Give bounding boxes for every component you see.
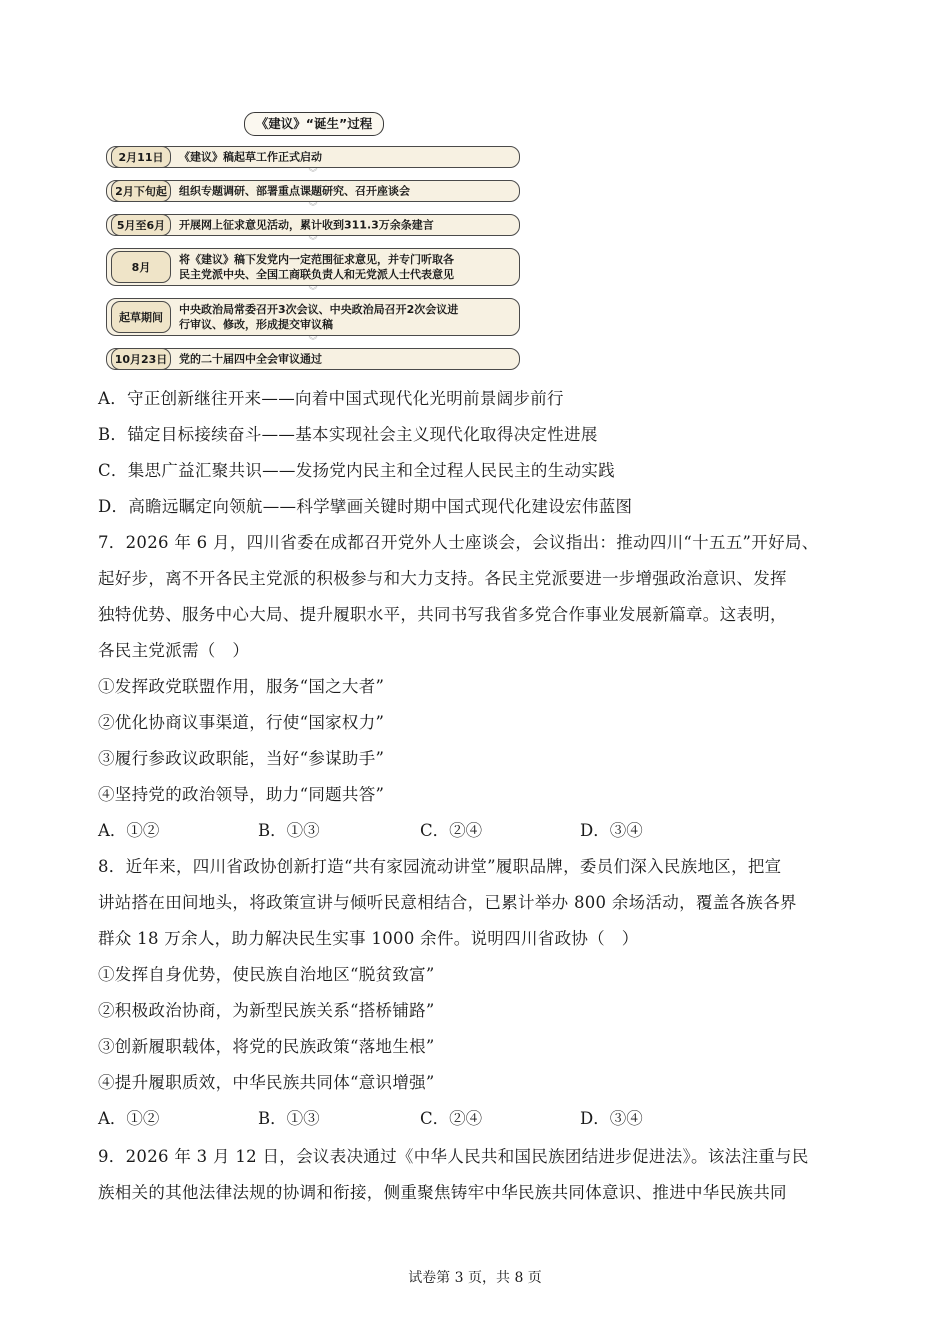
chevron-down-icon: ︾ bbox=[308, 287, 318, 297]
q7-stem-line: 独特优势、服务中心大局、提升履职水平，共同书写我省多党合作事业发展新篇章。这表明， bbox=[98, 605, 787, 624]
q7-stem-line: 起好步，离不开各民主党派的积极参与和大力支持。各民主党派要进一步增强政治意识、发挥 bbox=[98, 569, 787, 588]
chevron-down-icon: ︾ bbox=[308, 169, 318, 179]
q8-stem-line: 群众 18 万余人，助力解决民生实事 1000 余件。说明四川省政协（ ） bbox=[98, 929, 639, 948]
step-text: 《建议》稿起草工作正式启动 bbox=[179, 150, 322, 164]
q6-option-d: D．高瞻远瞩定向领航——科学擘画关键时期中国式现代化建设宏伟蓝图 bbox=[98, 497, 633, 516]
q8-choice-c: C．②④ bbox=[420, 1109, 483, 1128]
q8-choice-b: B．①③ bbox=[258, 1109, 320, 1128]
q6-option-a: A．守正创新继往开来——向着中国式现代化光明前景阔步前行 bbox=[98, 389, 564, 408]
process-step bbox=[106, 298, 520, 336]
q8-item: ③创新履职载体，将党的民族政策“落地生根” bbox=[98, 1037, 435, 1056]
q7-choice-d: D．③④ bbox=[580, 821, 643, 840]
q7-item: ③履行参政议政职能，当好“参谋助手” bbox=[98, 749, 385, 768]
q7-item: ②优化协商议事渠道，行使“国家权力” bbox=[98, 713, 385, 732]
q9-stem-line: 9．2026 年 3 月 12 日，会议表决通过《中华人民共和国民族团结进步促进法》。该法注重与民 bbox=[98, 1147, 809, 1166]
q7-stem-line: 各民主党派需（ ） bbox=[98, 641, 250, 660]
q8-choice-d: D．③④ bbox=[580, 1109, 643, 1128]
process-step bbox=[106, 214, 520, 236]
q9-stem-line: 族相关的其他法律法规的协调和衔接，侧重聚焦铸牢中华民族共同体意识、推进中华民族共同 bbox=[98, 1183, 787, 1202]
step-text: 党的二十届四中全会审议通过 bbox=[179, 352, 322, 366]
process-step bbox=[106, 146, 520, 168]
step-date: 2月下旬起 bbox=[111, 180, 171, 202]
page-footer: 试卷第 3 页，共 8 页 bbox=[408, 1270, 542, 1286]
q7-choice-a: A．①② bbox=[98, 821, 160, 840]
chevron-down-icon: ︾ bbox=[308, 337, 318, 347]
diagram-title: 《建议》“诞生”过程 bbox=[244, 112, 384, 136]
step-date: 8月 bbox=[111, 251, 171, 283]
step-date: 2月11日 bbox=[111, 146, 171, 168]
process-step bbox=[106, 180, 520, 202]
step-date: 5月至6月 bbox=[111, 214, 171, 236]
chevron-down-icon: ︾ bbox=[308, 237, 318, 247]
process-step bbox=[106, 348, 520, 370]
step-date: 起草期间 bbox=[111, 301, 171, 333]
step-text: 中央政治局常委召开3次会议、中央政治局召开2次会议进 行审议、修改，形成提交审议稿 bbox=[179, 303, 459, 331]
step-text: 将《建议》稿下发党内一定范围征求意见，并专门听取各 民主党派中央、全国工商联负责人和无党派人士代表意见 bbox=[179, 253, 454, 281]
q8-choice-a: A．①② bbox=[98, 1109, 160, 1128]
q7-stem-line: 7．2026 年 6 月，四川省委在成都召开党外人士座谈会，会议指出：推动四川“十五五”开好局、 bbox=[98, 533, 819, 552]
q8-stem-line: 8．近年来，四川省政协创新打造“共有家园流动讲堂”履职品牌，委员们深入民族地区，把宣 bbox=[98, 857, 782, 876]
q6-option-b: B．锚定目标接续奋斗——基本实现社会主义现代化取得决定性进展 bbox=[98, 425, 598, 444]
q7-choice-b: B．①③ bbox=[258, 821, 320, 840]
q8-item: ①发挥自身优势，使民族自治地区“脱贫致富” bbox=[98, 965, 435, 984]
process-step bbox=[106, 248, 520, 286]
q7-item: ④坚持党的政治领导，助力“同题共答” bbox=[98, 785, 385, 804]
q8-item: ④提升履职质效，中华民族共同体“意识增强” bbox=[98, 1073, 435, 1092]
step-text: 组织专题调研、部署重点课题研究、召开座谈会 bbox=[179, 184, 410, 198]
chevron-down-icon: ︾ bbox=[308, 203, 318, 213]
q8-item: ②积极政治协商，为新型民族关系“搭桥铺路” bbox=[98, 1001, 435, 1020]
step-date: 10月23日 bbox=[111, 348, 171, 370]
q6-option-c: C．集思广益汇聚共识——发扬党内民主和全过程人民民主的生动实践 bbox=[98, 461, 615, 480]
q7-choice-c: C．②④ bbox=[420, 821, 483, 840]
step-text: 开展网上征求意见活动，累计收到311.3万余条建言 bbox=[179, 218, 434, 232]
q7-item: ①发挥政党联盟作用，服务“国之大者” bbox=[98, 677, 385, 696]
q8-stem-line: 讲站搭在田间地头，将政策宣讲与倾听民意相结合，已累计举办 800 余场活动，覆盖各族各界 bbox=[98, 893, 797, 912]
